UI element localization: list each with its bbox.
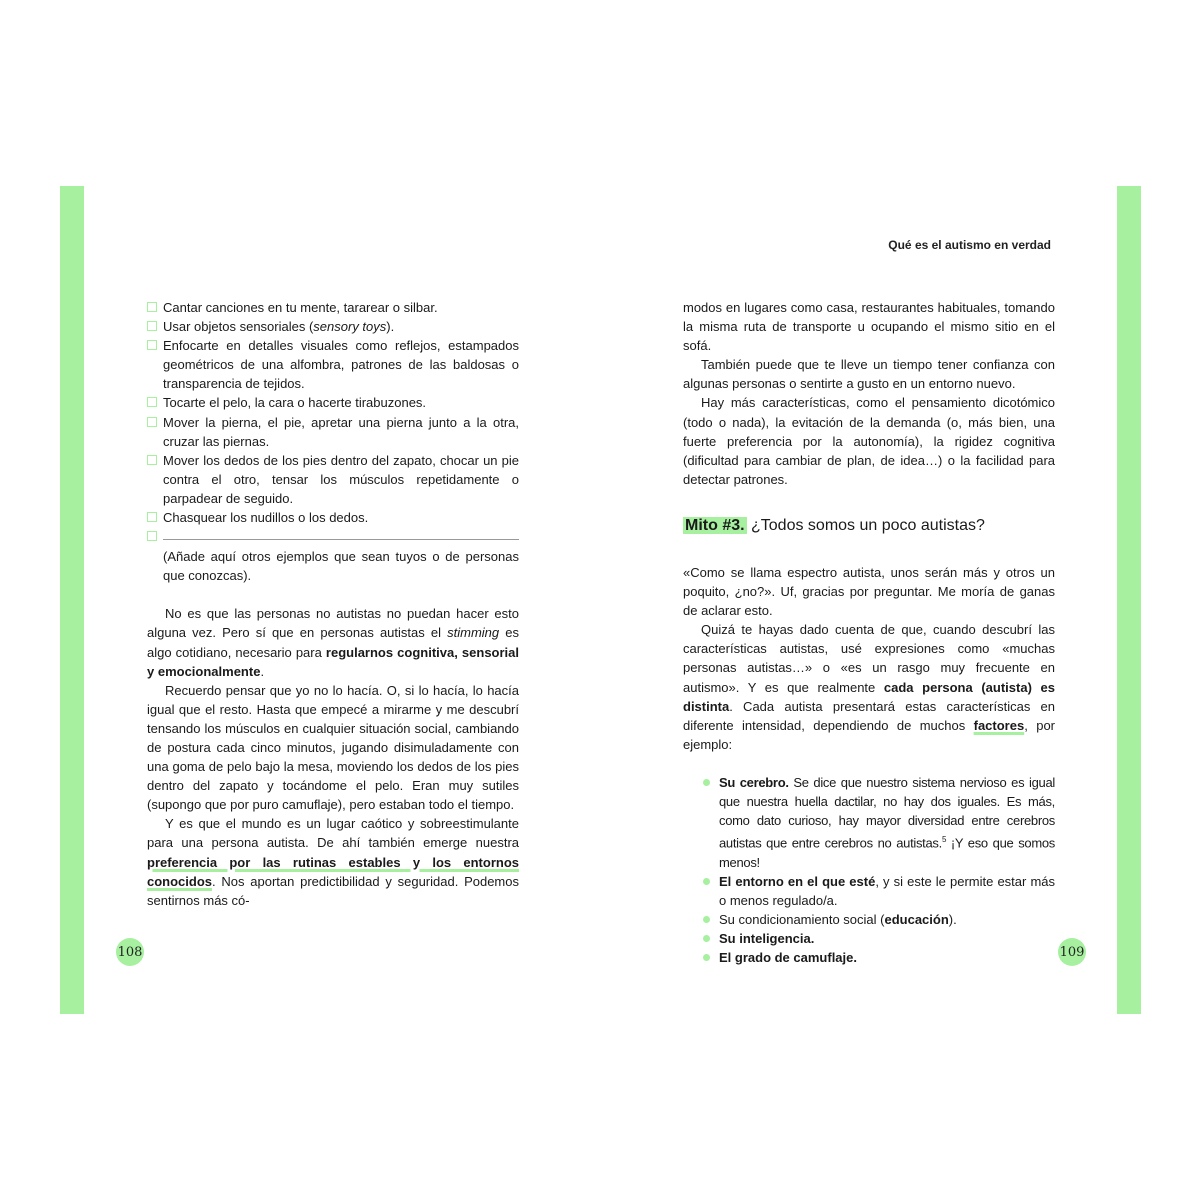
- bullet-icon: [703, 954, 710, 961]
- checklist-item: Chasquear los nudillos o los dedos.: [147, 508, 519, 527]
- bullet-item: Su inteligencia.: [683, 929, 1055, 948]
- left-margin-bar: [60, 186, 84, 1014]
- right-page-column: [683, 298, 1055, 967]
- running-header: Qué es el autismo en verdad: [888, 238, 1051, 252]
- checkbox-icon[interactable]: [147, 512, 157, 522]
- bullet-item: El grado de camuflaje.: [683, 948, 1055, 967]
- paragraph: Quizá te hayas dado cuenta de que, cuando descubrí las características autistas, usé expresiones como «muchas personas autistas…» o «es un rasgo muy frecuente en autismo». Y es que realmente cada persona (autista) es distinta. Cada autista presentará estas características en diferente intensidad, dependiendo de muchos factores, por ejemplo:: [683, 622, 1055, 752]
- bullet-item: Su condicionamiento social (educación).: [683, 910, 1055, 929]
- checklist-item: Cantar canciones en tu mente, tararear o silbar.: [147, 298, 519, 317]
- checklist-blank-item: [147, 527, 519, 540]
- bullet-item: El entorno en el que esté, y si este le permite estar más o menos regulado/a.: [683, 872, 1055, 910]
- bullet-item: Su cerebro. Se dice que nuestro sistema nervioso es igual que nuestra huella dactilar, no hay dos iguales. Es más, como dato curioso, hay mayor diversidad entre cerebros autistas que entre cerebros no autistas.$^5$ ¡Y eso que somos menos!: [683, 773, 1055, 872]
- paragraph: modos en lugares como casa, restaurantes habituales, tomando la misma ruta de transporte u ocupando el mismo sitio en el sofá.: [683, 300, 1055, 354]
- checklist-item: Enfocarte en detalles visuales como reflejos, estampados geométricos de una alfombra, patrones de las baldosas o transparencia de tejidos.: [147, 336, 519, 393]
- paragraph: Recuerdo pensar que yo no lo hacía. O, si lo hacía, lo hacía igual que el resto. Hasta que empecé a mirarme y me descubrí tensando los músculos en cualquier situación social, cambiando de postura cada cinco minutos, jugando disimuladamente con una goma de pelo bajo la mesa, moviendo los dedos de los pies dentro del zapato y tocándome el pelo. Eran muy sutiles (supongo que por puro camuflaje), pero estaban todo el tiempo.: [147, 682, 519, 813]
- checklist-item: Tocarte el pelo, la cara o hacerte tirabuzones.: [147, 393, 519, 412]
- paragraph: «Como se llama espectro autista, unos serán más y otros un poquito, ¿no?». Uf, gracias por preguntar. Me moría de ganas de aclarar esto.: [683, 564, 1055, 619]
- bullet-icon: [703, 779, 710, 786]
- bullet-icon: [703, 916, 710, 923]
- checklist-item: Mover los dedos de los pies dentro del zapato, chocar un pie contra el otro, tensar los músculos repetidamente o parpadear de seguido.: [147, 451, 519, 508]
- bullet-icon: [703, 935, 710, 942]
- checkbox-icon[interactable]: [147, 397, 157, 407]
- left-page-column: [147, 298, 519, 910]
- checkbox-icon[interactable]: [147, 321, 157, 331]
- checkbox-icon[interactable]: [147, 340, 157, 350]
- section-heading: Mito #3. ¿Todos somos un poco autistas?: [685, 516, 985, 534]
- bullet-icon: [703, 878, 710, 885]
- paragraph: Y es que el mundo es un lugar caótico y sobreestimulante para una persona autista. De ahí también emerge nuestra preferencia por las rutinas estables y los entornos conocidos. Nos aportan predictibilidad y seguridad. Podemos sentirnos más có-: [147, 816, 519, 908]
- checkbox-icon[interactable]: [147, 417, 157, 427]
- paragraph: También puede que te lleve un tiempo tener confianza con algunas personas o sentirte a gusto en un entorno nuevo.: [683, 357, 1055, 392]
- checkbox-icon[interactable]: [147, 302, 157, 312]
- checkbox-icon[interactable]: [147, 531, 157, 541]
- page-number-right: 109: [1058, 938, 1086, 966]
- right-margin-bar: [1117, 186, 1141, 1014]
- book-spread: [60, 186, 1141, 1014]
- checklist-item: Mover la pierna, el pie, apretar una pierna junto a la otra, cruzar las piernas.: [147, 413, 519, 451]
- checklist-item: Usar objetos sensoriales (sensory toys).: [147, 317, 519, 336]
- paragraph: No es que las personas no autistas no puedan hacer esto alguna vez. Pero sí que en personas autistas el stimming es algo cotidiano, necesario para regularnos cognitiva, sensorial y emocionalmente.: [147, 606, 519, 679]
- checklist-note: (Añade aquí otros ejemplos que sean tuyos o de personas que conozcas).: [163, 549, 519, 584]
- checkbox-icon[interactable]: [147, 455, 157, 465]
- paragraph: Hay más características, como el pensamiento dicotómico (todo o nada), la evitación de la demanda (o, más bien, una fuerte preferencia por la autonomía), la rigidez cognitiva (dificultad para cambiar de plan, de idea…) o la facilidad para detectar patrones.: [683, 395, 1055, 487]
- page-number-left: 108: [116, 938, 144, 966]
- write-in-line[interactable]: [163, 527, 519, 540]
